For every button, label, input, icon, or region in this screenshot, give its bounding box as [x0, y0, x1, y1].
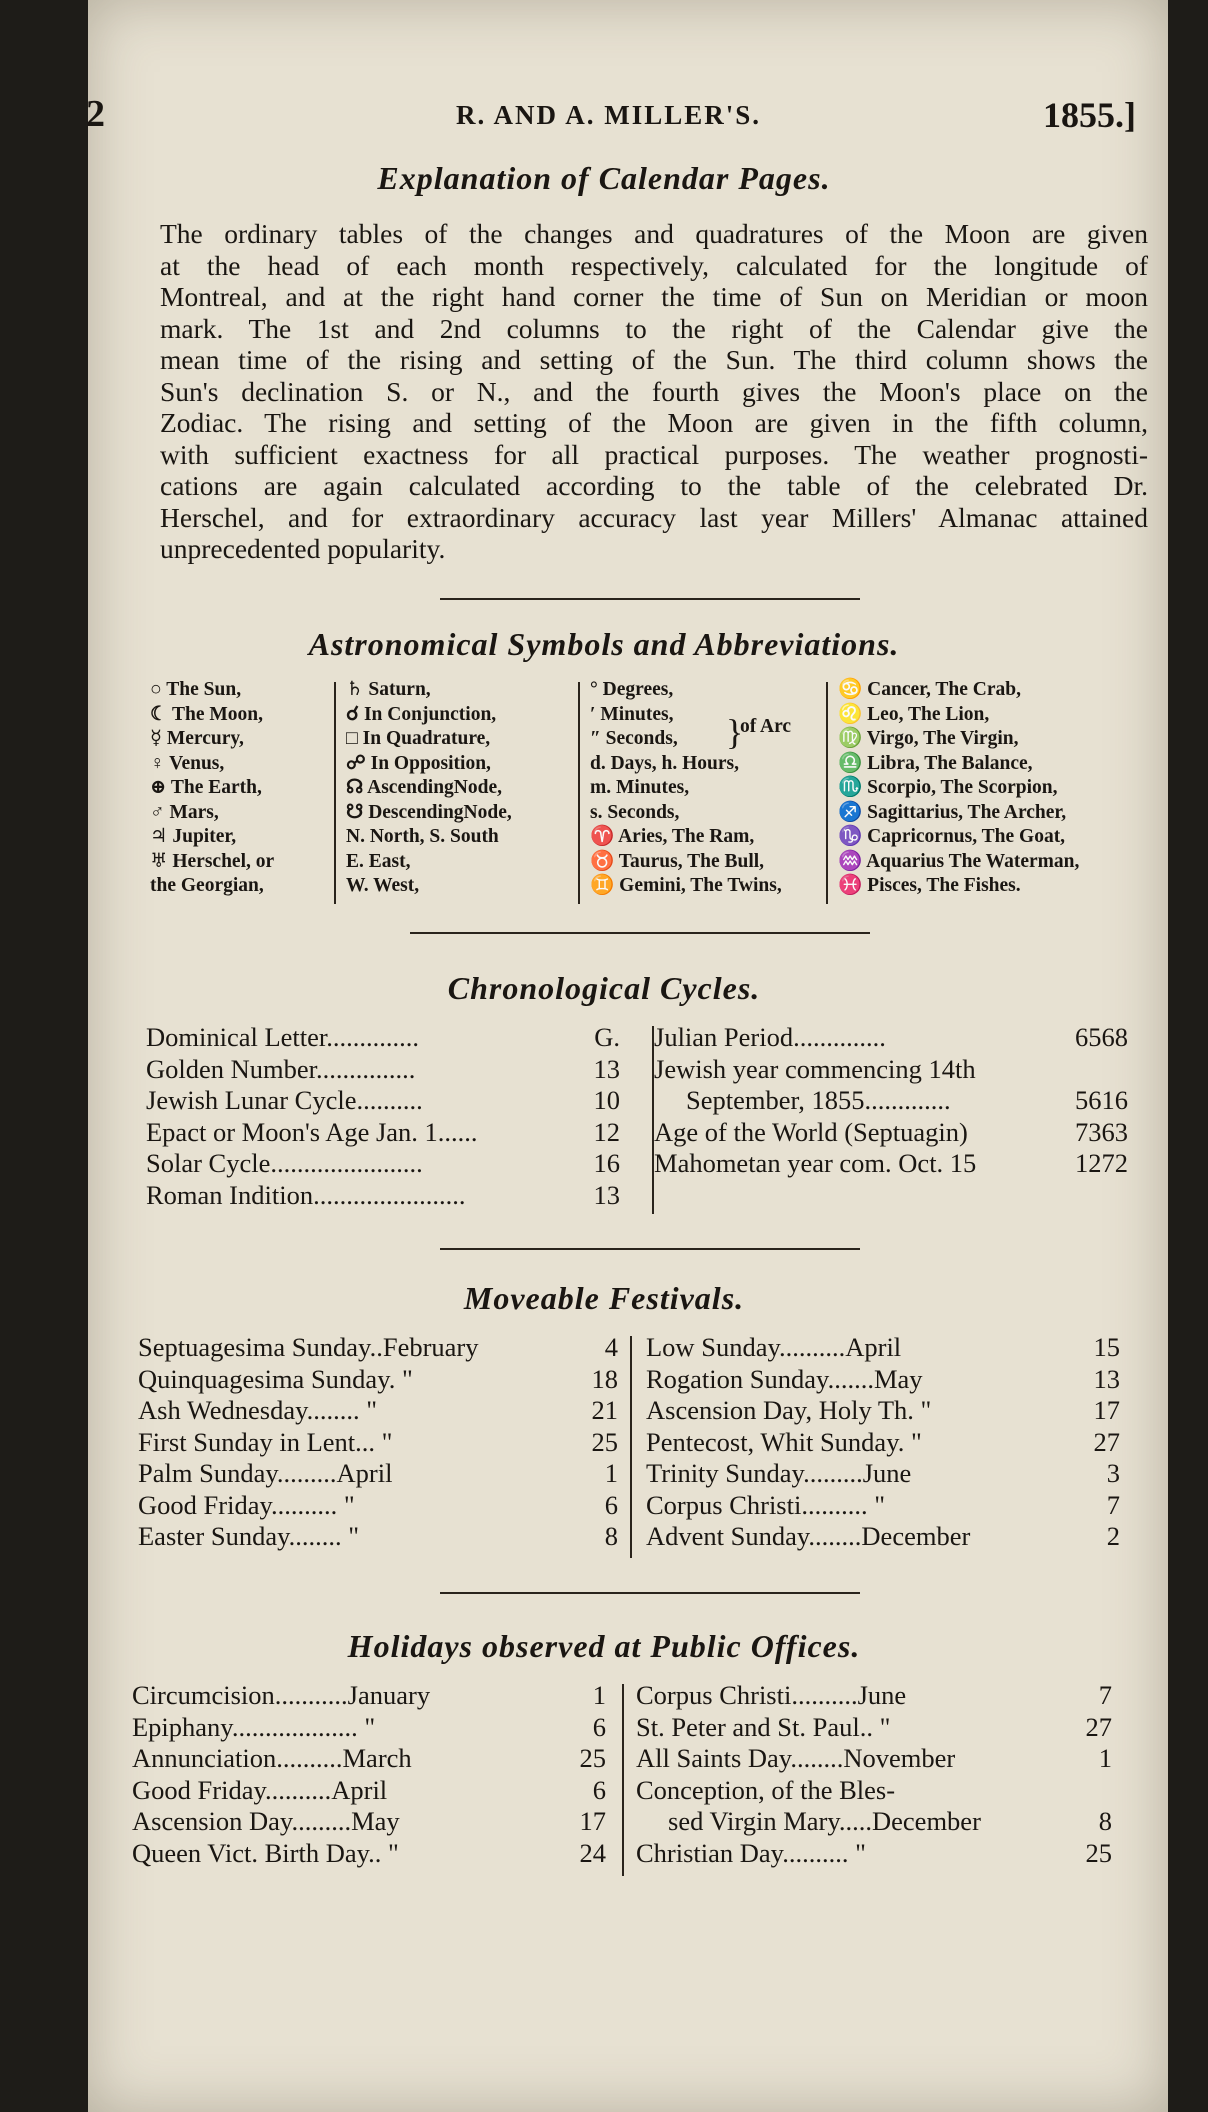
column-divider	[334, 682, 336, 904]
symbols-column-4	[838, 678, 1079, 899]
table-row	[146, 1022, 620, 1054]
table-row	[146, 1148, 620, 1180]
chronological-title: Chronological Cycles.	[447, 970, 761, 1006]
symbols-column-3	[590, 678, 782, 899]
row-value: 1	[1098, 1743, 1112, 1773]
symbol-entry: ♋ Cancer, The Crab,	[838, 679, 1021, 700]
row-value: 1	[604, 1458, 618, 1488]
row-label: Solar Cycle.......................	[146, 1148, 423, 1178]
symbol-entry: ☌ In Conjunction,	[346, 703, 497, 725]
paragraph-line: with sufficient exactness for all practical purposes. The weather prognosti-	[160, 438, 1148, 470]
divider	[440, 1592, 860, 1594]
row-value: 4	[604, 1332, 618, 1362]
table-row	[654, 1022, 1128, 1054]
table-row	[132, 1806, 606, 1838]
row-label: Julian Period..............	[654, 1022, 886, 1052]
symbol-entry: the Georgian,	[150, 875, 264, 896]
table-row	[636, 1806, 1112, 1838]
page-number: 2	[86, 93, 105, 135]
table-row	[132, 1838, 606, 1870]
row-value: 25	[591, 1426, 618, 1457]
year-heading: 1855.]	[1043, 95, 1136, 135]
table-row	[138, 1427, 618, 1459]
row-value: 7	[1106, 1489, 1120, 1520]
row-label: Ascension Day, Holy Th. "	[646, 1395, 932, 1425]
column-divider	[622, 1684, 624, 1876]
moveable-left-table	[138, 1332, 618, 1553]
symbol-entry: ♊ Gemini, The Twins,	[590, 875, 782, 896]
symbol-entry: ♐ Sagittarius, The Archer,	[838, 801, 1067, 823]
symbols-column-2	[346, 678, 512, 899]
paragraph-line: mark. The 1st and 2nd columns to the right of the Calendar give the	[160, 312, 1148, 344]
moveable-title: Moveable Festivals.	[463, 1280, 745, 1316]
row-value: 10	[593, 1085, 620, 1115]
row-value: 12	[593, 1116, 620, 1147]
row-value: 24	[579, 1837, 606, 1868]
table-row	[138, 1395, 618, 1427]
row-label: Conception, of the Bles-	[636, 1774, 896, 1805]
row-label: sed Virgin Mary.....December	[668, 1806, 981, 1836]
row-label: Trinity Sunday.........June	[646, 1458, 912, 1488]
table-row	[636, 1775, 1112, 1807]
symbol-entry: ♏ Scorpio, The Scorpion,	[838, 777, 1058, 798]
row-value: 5616	[1075, 1085, 1128, 1115]
row-label: Roman Indition.......................	[146, 1179, 466, 1210]
table-row	[654, 1148, 1128, 1180]
row-value: 2	[1106, 1521, 1120, 1551]
symbol-entry: d. Days, h. Hours,	[590, 752, 739, 774]
moveable-right-table	[646, 1332, 1120, 1553]
row-label: Septuagesima Sunday..February	[138, 1332, 479, 1362]
symbol-entry: ♑ Capricornus, The Goat,	[838, 826, 1066, 847]
table-row	[646, 1364, 1120, 1396]
row-value: G.	[594, 1022, 620, 1052]
paragraph-line: The ordinary tables of the changes and quadratures of the Moon are given	[160, 218, 1148, 249]
column-divider	[826, 682, 828, 904]
table-row	[636, 1680, 1112, 1712]
table-row	[132, 1775, 606, 1807]
symbol-entry: ♃ Jupiter,	[150, 826, 237, 847]
divider	[410, 932, 870, 934]
row-label: Dominical Letter..............	[146, 1022, 420, 1052]
row-value: 18	[591, 1363, 618, 1394]
row-value: 17	[1093, 1395, 1120, 1425]
symbol-entry: ☍ In Opposition,	[346, 752, 491, 774]
table-row	[146, 1117, 620, 1149]
row-label: Jewish year commencing 14th	[654, 1053, 976, 1084]
row-value: 1	[592, 1680, 606, 1710]
row-label: First Sunday in Lent... "	[138, 1426, 393, 1457]
row-label: Low Sunday..........April	[646, 1332, 902, 1362]
row-label: Golden Number...............	[146, 1053, 416, 1084]
row-value: 8	[1098, 1806, 1112, 1836]
row-value: 6	[604, 1489, 618, 1520]
holidays-right-table	[636, 1680, 1112, 1869]
row-label: Christian Day.......... "	[636, 1837, 866, 1868]
paragraph-line: Montreal, and at the right hand corner the time of Sun on Meridian or moon	[160, 281, 1148, 312]
row-value: 27	[1093, 1426, 1120, 1457]
table-row	[138, 1458, 618, 1490]
symbol-entry: ☾ The Moon,	[150, 703, 264, 725]
row-value: 7	[1098, 1680, 1112, 1710]
symbol-entry: ♂ Mars,	[150, 801, 219, 823]
row-value: 15	[1093, 1332, 1120, 1362]
table-row	[138, 1490, 618, 1522]
row-value: 6	[592, 1711, 606, 1742]
symbol-entry: ♄ Saturn,	[346, 679, 431, 700]
explanation-paragraph	[160, 218, 1148, 565]
row-label: Ascension Day.........May	[132, 1806, 400, 1836]
table-row	[646, 1521, 1120, 1553]
symbol-entry: ♅ Herschel, or	[150, 850, 275, 872]
row-label: Ash Wednesday........ "	[138, 1395, 378, 1425]
table-row	[646, 1458, 1120, 1490]
symbol-entry: ♓ Pisces, The Fishes.	[838, 875, 1021, 896]
symbol-entry: ○ The Sun,	[150, 679, 242, 700]
symbol-entry: □ In Quadrature,	[346, 728, 491, 749]
row-label: Mahometan year com. Oct. 15	[654, 1148, 977, 1178]
symbol-entry: ″ Seconds,	[590, 728, 678, 749]
symbol-entry: ♈ Aries, The Ram,	[590, 826, 755, 847]
symbol-entry: ′ Minutes,	[590, 703, 674, 725]
row-label: All Saints Day........November	[636, 1743, 956, 1773]
table-row	[636, 1838, 1112, 1870]
row-value: 13	[593, 1179, 620, 1210]
row-label: September, 1855.............	[686, 1085, 951, 1115]
symbol-entry: N. North, S. South	[346, 826, 499, 847]
symbol-entry: s. Seconds,	[590, 801, 680, 823]
symbol-entry: ♀ Venus,	[150, 752, 225, 774]
row-label: Epiphany................... "	[132, 1711, 376, 1742]
symbol-entry: W. West,	[346, 875, 420, 896]
table-row	[646, 1427, 1120, 1459]
table-row	[636, 1712, 1112, 1744]
table-row	[646, 1395, 1120, 1427]
symbol-entry: ° Degrees,	[590, 679, 674, 700]
row-label: Annunciation..........March	[132, 1743, 412, 1773]
table-row	[646, 1490, 1120, 1522]
row-value: 8	[604, 1521, 618, 1551]
holidays-title: Holidays observed at Public Offices.	[347, 1628, 861, 1664]
row-label: Rogation Sunday.......May	[646, 1363, 923, 1394]
table-row	[636, 1743, 1112, 1775]
table-row	[146, 1054, 620, 1086]
divider	[440, 598, 860, 600]
row-value: 16	[593, 1148, 620, 1178]
symbol-entry: E. East,	[346, 850, 411, 872]
table-row	[146, 1180, 620, 1212]
row-value: 21	[591, 1395, 618, 1425]
page-header	[86, 92, 1136, 142]
symbol-entry: ☋ DescendingNode,	[346, 801, 512, 823]
table-row	[138, 1521, 618, 1553]
table-row	[646, 1332, 1120, 1364]
table-row	[654, 1085, 1128, 1117]
row-label: Queen Vict. Birth Day.. "	[132, 1837, 399, 1868]
symbol-entry: ♌ Leo, The Lion,	[838, 703, 990, 725]
row-value: 13	[1093, 1363, 1120, 1394]
chronological-left-table	[146, 1022, 620, 1211]
row-value: 6	[592, 1774, 606, 1805]
column-divider	[630, 1336, 632, 1558]
row-label: St. Peter and St. Paul.. "	[636, 1711, 891, 1742]
paragraph-line: Zodiac. The rising and setting of the Moon are given in the fifth column,	[160, 407, 1148, 438]
symbol-entry: ♒ Aquarius The Waterman,	[838, 850, 1080, 872]
row-value: 25	[1085, 1837, 1112, 1868]
row-label: Good Friday.......... "	[138, 1489, 355, 1520]
holidays-left-table	[132, 1680, 606, 1869]
row-label: Advent Sunday........December	[646, 1521, 971, 1551]
symbol-entry: ♎ Libra, The Balance,	[838, 752, 1033, 774]
paragraph-line: cations are again calculated according to the table of the celebrated Dr.	[160, 470, 1148, 501]
explanation-title: Explanation of Calendar Pages.	[377, 160, 831, 196]
table-row	[654, 1054, 1128, 1086]
symbol-entry: ♍ Virgo, The Virgin,	[838, 728, 1019, 749]
table-row	[132, 1712, 606, 1744]
table-row	[654, 1117, 1128, 1149]
paragraph-line: Sun's declination S. or N., and the fourth gives the Moon's place on the	[160, 375, 1148, 407]
table-row	[146, 1085, 620, 1117]
paragraph-line: Herschel, and for extraordinary accuracy last year Millers' Almanac attained	[160, 501, 1148, 533]
row-label: Pentecost, Whit Sunday. "	[646, 1426, 922, 1457]
row-value: 7363	[1075, 1116, 1128, 1147]
symbol-entry: m. Minutes,	[590, 777, 690, 798]
symbol-entry: ☿ Mercury,	[150, 728, 244, 749]
paragraph-line: unprecedented popularity.	[160, 533, 446, 564]
table-row	[138, 1364, 618, 1396]
symbol-entry: ☊ AscendingNode,	[346, 777, 503, 798]
paragraph-line: mean time of the rising and setting of the Sun. The third column shows the	[160, 344, 1148, 375]
row-value: 17	[579, 1806, 606, 1836]
row-label: Good Friday..........April	[132, 1774, 388, 1805]
symbol-entry: ⊕ The Earth,	[150, 777, 262, 798]
row-label: Jewish Lunar Cycle..........	[146, 1085, 423, 1115]
row-label: Easter Sunday........ "	[138, 1521, 360, 1551]
row-label: Palm Sunday.........April	[138, 1458, 393, 1488]
symbols-column-1	[150, 678, 274, 899]
row-value: 3	[1106, 1458, 1120, 1488]
row-label: Epact or Moon's Age Jan. 1......	[146, 1116, 478, 1147]
row-label: Quinquagesima Sunday. "	[138, 1363, 413, 1394]
row-label: Circumcision...........January	[132, 1680, 431, 1710]
table-row	[132, 1680, 606, 1712]
paragraph-line: at the head of each month respectively, calculated for the longitude of	[160, 249, 1148, 281]
table-row	[132, 1743, 606, 1775]
arc-label: of Arc	[740, 716, 792, 737]
publisher-heading: R. AND A. MILLER'S.	[456, 100, 762, 130]
symbol-entry: ♉ Taurus, The Bull,	[590, 850, 765, 872]
table-row	[138, 1332, 618, 1364]
column-divider	[578, 682, 580, 904]
divider	[440, 1248, 860, 1250]
row-label: Age of the World (Septuagin)	[654, 1116, 968, 1147]
row-value: 27	[1085, 1711, 1112, 1742]
astronomical-title: Astronomical Symbols and Abbreviations.	[308, 626, 900, 662]
chronological-right-table	[654, 1022, 1128, 1180]
row-label: Corpus Christi.......... "	[646, 1489, 886, 1520]
row-value: 6568	[1075, 1022, 1128, 1052]
row-value: 25	[579, 1743, 606, 1773]
brace-icon: }	[726, 712, 744, 752]
row-label: Corpus Christi..........June	[636, 1680, 907, 1710]
row-value: 13	[593, 1053, 620, 1084]
row-value: 1272	[1075, 1148, 1128, 1178]
